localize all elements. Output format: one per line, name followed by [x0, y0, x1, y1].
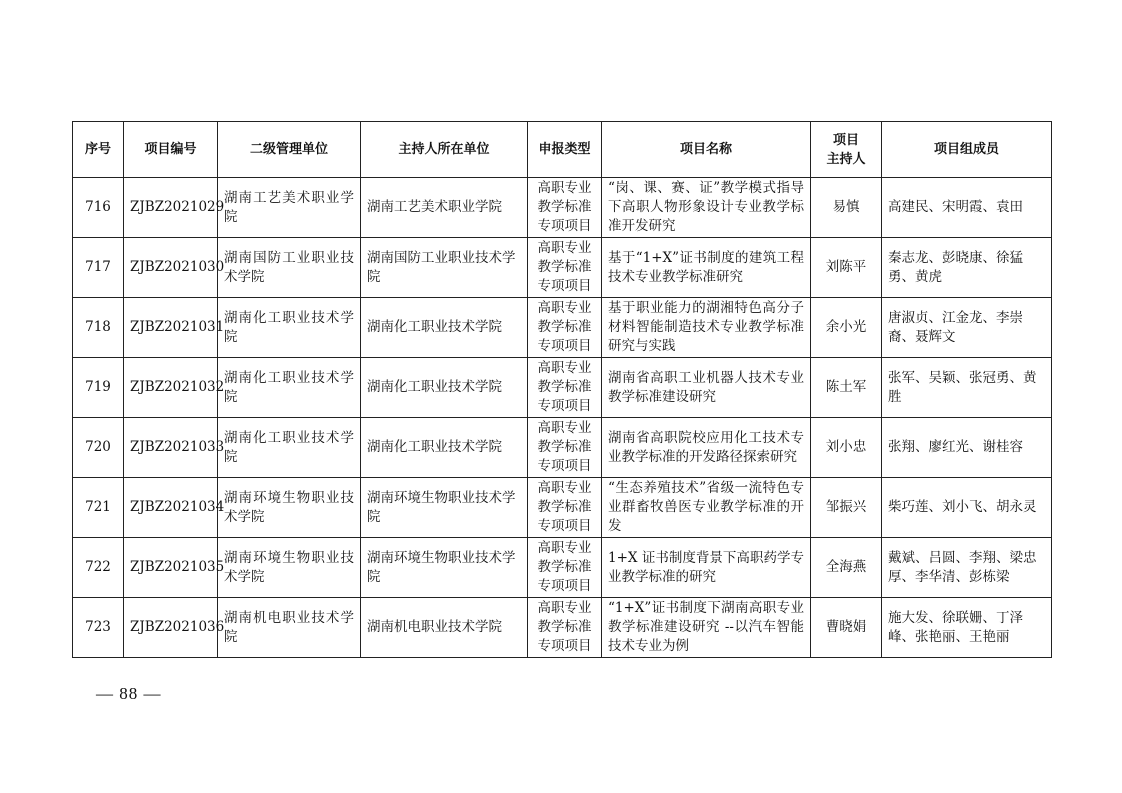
cell-project-code: ZJBZ2021033 — [124, 418, 218, 478]
table-row — [73, 178, 1052, 238]
cell-project-code: ZJBZ2021030 — [124, 238, 218, 298]
cell-project-host: 易慎 — [811, 178, 882, 238]
cell-application-type: 高职专业教学标准专项项目 — [528, 358, 602, 418]
cell-application-type: 高职专业教学标准专项项目 — [528, 478, 602, 538]
cell-management-unit: 湖南化工职业技术学院 — [218, 298, 361, 358]
cell-team-members: 高建民、宋明霞、袁田 — [882, 178, 1052, 238]
cell-project-name: 1+X 证书制度背景下高职药学专业教学标准的研究 — [602, 538, 811, 598]
cell-application-type: 高职专业教学标准专项项目 — [528, 298, 602, 358]
cell-host-unit: 湖南环境生物职业技术学院 — [361, 538, 528, 598]
cell-project-code: ZJBZ2021029 — [124, 178, 218, 238]
cell-project-name: “生态养殖技术”省级一流特色专业群畜牧兽医专业教学标准的开发 — [602, 478, 811, 538]
table-row — [73, 298, 1052, 358]
header-project-name: 项目名称 — [602, 122, 811, 178]
table-row — [73, 238, 1052, 298]
cell-management-unit: 湖南环境生物职业技术学院 — [218, 478, 361, 538]
cell-seq: 723 — [73, 598, 124, 658]
cell-team-members: 秦志龙、彭晓康、徐猛勇、黄虎 — [882, 238, 1052, 298]
header-management-unit: 二级管理单位 — [218, 122, 361, 178]
cell-project-host: 刘小忠 — [811, 418, 882, 478]
table-row — [73, 478, 1052, 538]
cell-project-name: “岗、课、赛、证”教学模式指导下高职人物形象设计专业教学标准开发研究 — [602, 178, 811, 238]
cell-application-type: 高职专业教学标准专项项目 — [528, 178, 602, 238]
cell-seq: 719 — [73, 358, 124, 418]
table-row — [73, 418, 1052, 478]
cell-team-members: 唐淑贞、江金龙、李崇裔、聂辉文 — [882, 298, 1052, 358]
cell-management-unit: 湖南机电职业技术学院 — [218, 598, 361, 658]
table-header-row — [73, 122, 1052, 178]
header-project-host: 项目 主持人 — [811, 122, 882, 178]
page-number: — 88 — — [96, 684, 162, 703]
cell-project-code: ZJBZ2021036 — [124, 598, 218, 658]
cell-team-members: 张翔、廖红光、谢桂容 — [882, 418, 1052, 478]
cell-project-code: ZJBZ2021031 — [124, 298, 218, 358]
cell-project-host: 曹晓娟 — [811, 598, 882, 658]
cell-management-unit: 湖南国防工业职业技术学院 — [218, 238, 361, 298]
cell-application-type: 高职专业教学标准专项项目 — [528, 598, 602, 658]
header-host-unit: 主持人所在单位 — [361, 122, 528, 178]
cell-management-unit: 湖南化工职业技术学院 — [218, 358, 361, 418]
header-application-type: 申报类型 — [528, 122, 602, 178]
cell-project-name: 湖南省高职工业机器人技术专业教学标准建设研究 — [602, 358, 811, 418]
cell-application-type: 高职专业教学标准专项项目 — [528, 418, 602, 478]
cell-application-type: 高职专业教学标准专项项目 — [528, 238, 602, 298]
cell-project-code: ZJBZ2021035 — [124, 538, 218, 598]
header-project-code: 项目编号 — [124, 122, 218, 178]
cell-team-members: 张军、吴颖、张冠勇、黄胜 — [882, 358, 1052, 418]
table-row — [73, 358, 1052, 418]
table-row — [73, 538, 1052, 598]
cell-project-host: 邹振兴 — [811, 478, 882, 538]
cell-host-unit: 湖南机电职业技术学院 — [361, 598, 528, 658]
cell-project-code: ZJBZ2021032 — [124, 358, 218, 418]
cell-team-members: 柴巧莲、刘小飞、胡永灵 — [882, 478, 1052, 538]
cell-host-unit: 湖南化工职业技术学院 — [361, 358, 528, 418]
cell-project-name: 基于“1+X”证书制度的建筑工程技术专业教学标准研究 — [602, 238, 811, 298]
header-seq: 序号 — [73, 122, 124, 178]
cell-host-unit: 湖南国防工业职业技术学院 — [361, 238, 528, 298]
table-body — [73, 178, 1052, 658]
cell-seq: 722 — [73, 538, 124, 598]
cell-team-members: 施大发、徐联姗、丁泽峰、张艳丽、王艳丽 — [882, 598, 1052, 658]
cell-team-members: 戴斌、吕圆、李翔、梁忠厚、李华清、彭栋梁 — [882, 538, 1052, 598]
cell-management-unit: 湖南工艺美术职业学院 — [218, 178, 361, 238]
cell-seq: 716 — [73, 178, 124, 238]
cell-host-unit: 湖南化工职业技术学院 — [361, 298, 528, 358]
cell-project-host: 全海燕 — [811, 538, 882, 598]
header-team-members: 项目组成员 — [882, 122, 1052, 178]
cell-seq: 720 — [73, 418, 124, 478]
cell-host-unit: 湖南工艺美术职业学院 — [361, 178, 528, 238]
cell-management-unit: 湖南化工职业技术学院 — [218, 418, 361, 478]
cell-host-unit: 湖南化工职业技术学院 — [361, 418, 528, 478]
cell-project-host: 余小光 — [811, 298, 882, 358]
cell-project-name: “1+X”证书制度下湖南高职专业教学标准建设研究 --以汽车智能技术专业为例 — [602, 598, 811, 658]
cell-host-unit: 湖南环境生物职业技术学院 — [361, 478, 528, 538]
cell-application-type: 高职专业教学标准专项项目 — [528, 538, 602, 598]
cell-management-unit: 湖南环境生物职业技术学院 — [218, 538, 361, 598]
project-table — [72, 121, 1052, 658]
cell-seq: 718 — [73, 298, 124, 358]
cell-project-name: 湖南省高职院校应用化工技术专业教学标准的开发路径探索研究 — [602, 418, 811, 478]
cell-project-host: 刘陈平 — [811, 238, 882, 298]
cell-project-code: ZJBZ2021034 — [124, 478, 218, 538]
table-row — [73, 598, 1052, 658]
cell-seq: 717 — [73, 238, 124, 298]
cell-project-name: 基于职业能力的湖湘特色高分子材料智能制造技术专业教学标准研究与实践 — [602, 298, 811, 358]
cell-seq: 721 — [73, 478, 124, 538]
cell-project-host: 陈土军 — [811, 358, 882, 418]
